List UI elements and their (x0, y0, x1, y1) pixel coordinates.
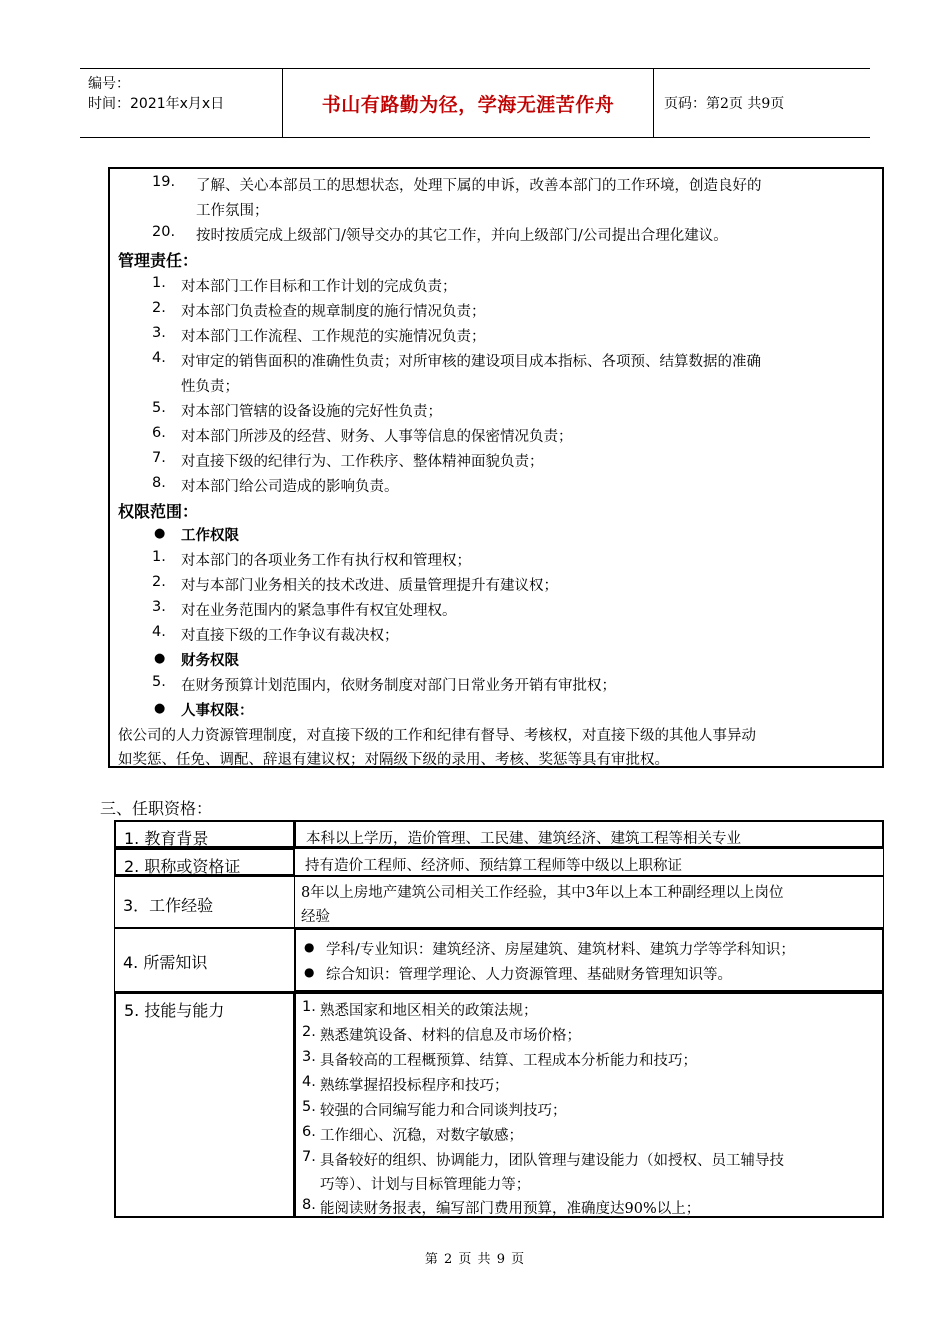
education-value: 本科以上学历，造价管理、工民建、建筑经济、建筑工程等相关专业 (306, 831, 741, 847)
skill-number: 5. (302, 1099, 316, 1115)
skill-number: 2. (302, 1024, 316, 1040)
management-item: 对本部门所涉及的经营、财务、人事等信息的保密情况负责； (181, 429, 573, 445)
work-authority-item: 对本部门的各项业务工作有执行权和管理权； (181, 553, 471, 569)
finance-authority-title: 财务权限 (181, 653, 239, 669)
qualification-value (295, 820, 884, 848)
bullet-icon: ● (154, 701, 166, 716)
bullet-icon: ● (154, 651, 166, 666)
qualification-value (295, 848, 884, 876)
duty-text-cont: 工作氛围； (196, 203, 269, 219)
skill-number: 7. (302, 1149, 316, 1165)
skill-item: 具备较高的工程概预算、结算、工程成本分析能力和技巧； (320, 1053, 697, 1069)
qualifications-title: 三、任职资格： (100, 799, 213, 818)
skill-item-cont: 巧等）、计划与目标管理能力等； (320, 1177, 531, 1193)
duty-text: 了解、关心本部员工的思想状态，处理下属的申诉，改善本部门的工作环境，创造良好的 (196, 178, 762, 194)
table-row (114, 876, 884, 928)
experience-value-cont: 经验 (301, 909, 330, 925)
qualification-label (114, 876, 295, 928)
work-authority-number: 4. (152, 624, 166, 640)
certificate-value: 持有造价工程师、经济师、预结算工程师等中级以上职称证 (305, 858, 682, 874)
header-page-info: 页码：第2页 共9页 (664, 96, 785, 112)
bullet-icon: ● (304, 965, 315, 979)
knowledge-label: 4. 所需知识 (123, 953, 208, 972)
finance-authority-item: 在财务预算计划范围内，依财务制度对部门日常业务开销有审批权； (181, 678, 616, 694)
work-authority-item: 对直接下级的工作争议有裁决权； (181, 628, 399, 644)
table-row (114, 992, 884, 1218)
page-footer: 第 2 页 共 9 页 (424, 1252, 526, 1267)
experience-label: 3．工作经验 (123, 896, 214, 915)
work-authority-title: 工作权限 (181, 528, 239, 544)
management-item: 对本部门管辖的设备设施的完好性负责； (181, 404, 442, 420)
skill-item: 熟练掌握招投标程序和技巧； (320, 1078, 509, 1094)
header-meta-cell (80, 69, 283, 137)
qualification-label (114, 848, 295, 876)
management-number: 2. (152, 300, 166, 316)
skill-number: 4. (302, 1074, 316, 1090)
education-label: 1. 教育背景 (124, 829, 209, 848)
skill-number: 3. (302, 1049, 316, 1065)
bullet-icon: ● (304, 940, 315, 954)
work-authority-item: 对在业务范围内的紧急事件有权宜处理权。 (181, 603, 457, 619)
header-motto-cell (283, 69, 654, 137)
header-motto: 书山有路勤为径，学海无涯苦作舟 (321, 93, 615, 116)
qualification-value (295, 876, 884, 928)
management-number: 5. (152, 400, 166, 416)
work-authority-number: 1. (152, 549, 166, 565)
qualification-value (295, 928, 884, 992)
table-row (114, 928, 884, 992)
management-number: 6. (152, 425, 166, 441)
management-title: 管理责任： (118, 251, 199, 270)
skill-number: 8. (302, 1197, 316, 1213)
finance-authority-number: 5. (152, 674, 166, 690)
document-time-label: 时间：2021年x月x日 (88, 96, 225, 112)
skill-number: 1. (302, 999, 316, 1015)
management-item: 对审定的销售面积的准确性负责；对所审核的建设项目成本指标、各项预、结算数据的准确 (181, 354, 761, 370)
skill-item: 具备较好的组织、协调能力，团队管理与建设能力（如授权、员工辅导技 (320, 1153, 784, 1169)
management-item: 对本部门工作流程、工作规范的实施情况负责； (181, 329, 486, 345)
qualifications-table (114, 820, 884, 1218)
management-number: 3. (152, 325, 166, 341)
experience-value: 8年以上房地产建筑公司相关工作经验，其中3年以上本工种副经理以上岗位 (301, 885, 784, 901)
skill-item: 较强的合同编写能力和合同谈判技巧； (320, 1103, 567, 1119)
header-page-cell (654, 69, 870, 137)
management-item: 对本部门负责检查的规章制度的施行情况负责； (181, 304, 486, 320)
qualification-label (114, 928, 295, 992)
skill-item: 工作细心、沉稳，对数字敏感； (320, 1128, 523, 1144)
duty-text: 按时按质完成上级部门/领导交办的其它工作，并向上级部门/公司提出合理化建议。 (196, 228, 728, 244)
skill-number: 6. (302, 1124, 316, 1140)
work-authority-number: 3. (152, 599, 166, 615)
qualification-value (295, 992, 884, 1218)
management-number: 4. (152, 350, 166, 366)
table-row (114, 848, 884, 876)
skill-item: 熟悉建筑设备、材料的信息及市场价格； (320, 1028, 581, 1044)
work-authority-item: 对与本部门业务相关的技术改进、质量管理提升有建议权； (181, 578, 558, 594)
qualification-label (114, 992, 295, 1218)
knowledge-item: 学科/专业知识：建筑经济、房屋建筑、建筑材料、建筑力学等学科知识； (326, 942, 795, 958)
skill-item: 熟悉国家和地区相关的政策法规； (320, 1003, 538, 1019)
management-item-cont: 性负责； (181, 379, 239, 395)
page-header (80, 68, 870, 138)
knowledge-item: 综合知识：管理学理论、人力资源管理、基础财务管理知识等。 (326, 967, 732, 983)
management-number: 7. (152, 450, 166, 466)
bullet-icon: ● (154, 526, 166, 541)
hr-authority-text: 依公司的人力资源管理制度，对直接下级的工作和纪律有督导、考核权，对直接下级的其他人事异动 (118, 728, 756, 744)
skills-label: 5. 技能与能力 (124, 1001, 225, 1020)
hr-authority-title: 人事权限： (181, 703, 254, 719)
table-row (114, 820, 884, 848)
hr-authority-text-cont: 如奖惩、任免、调配、辞退有建议权；对隔级下级的录用、考核、奖惩等具有审批权。 (118, 752, 669, 768)
responsibilities-box (108, 167, 884, 768)
management-number: 1. (152, 275, 166, 291)
management-item: 对直接下级的纪律行为、工作秩序、整体精神面貌负责； (181, 454, 544, 470)
duty-number: 19. (152, 174, 176, 190)
management-item: 对本部门工作目标和工作计划的完成负责； (181, 279, 457, 295)
management-number: 8. (152, 475, 166, 491)
document-number-label: 编号： (88, 76, 130, 92)
skill-item: 能阅读财务报表，编写部门费用预算，准确度达90%以上； (320, 1201, 701, 1217)
qualification-label (114, 820, 295, 848)
duty-number: 20. (152, 224, 176, 240)
work-authority-number: 2. (152, 574, 166, 590)
certificate-label: 2. 职称或资格证 (124, 857, 241, 876)
authority-title: 权限范围： (118, 502, 199, 521)
management-item: 对本部门给公司造成的影响负责。 (181, 479, 399, 495)
